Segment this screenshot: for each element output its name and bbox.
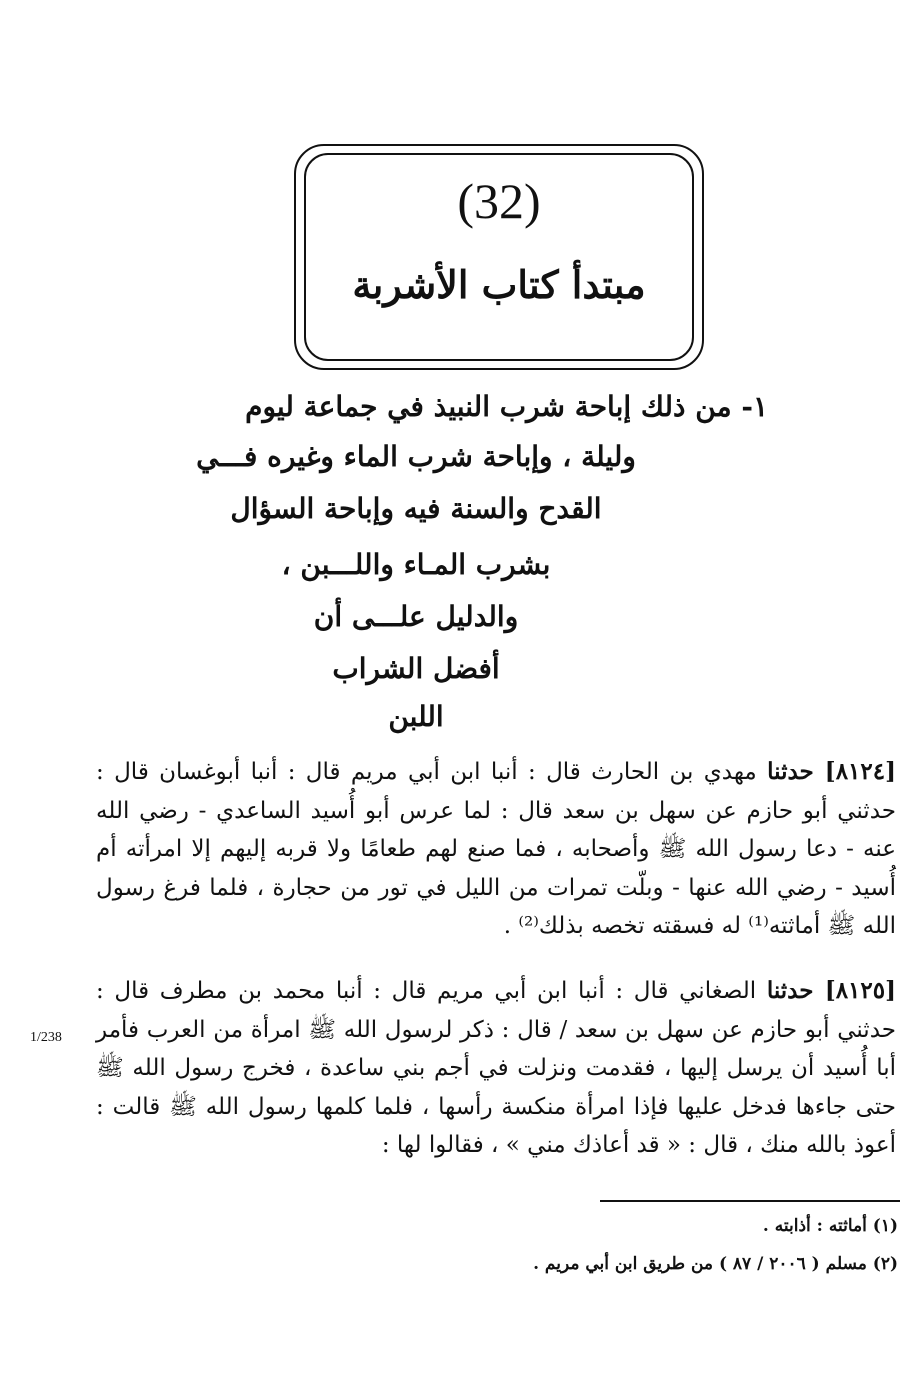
margin-page-reference: 1/238 <box>30 1030 62 1045</box>
section-heading-line-3: القدح والسنة فيه وإباحة السؤال <box>230 492 602 525</box>
section-heading-line-5: والدليل علـــى أن <box>313 600 519 633</box>
section-heading-line-2: وليلة ، وإباحة شرب الماء وغيره فـــي <box>196 440 636 473</box>
hadith-label: [٨١٢٥] حدثنا <box>766 977 897 1004</box>
chapter-title: مبتدأ كتاب الأشربة <box>352 262 646 307</box>
hadith-paragraph-8124 <box>96 753 896 946</box>
hadith-text: الصغاني قال : أنبا ابن أبي مريم قال : أنبا محمد بن مطرف قال : حدثني أبو حازم عن سهل بن سعد / قال : ذكر لرسول الله ﷺ امرأة من العرب فأمر أبا أُسيد أن يرسل إليها ، فقدمت ونزلت في أجم بني ساعدة ، فخرج رسول الله ﷺ حتى جاءها فدخل عليها فإذا امرأة منكسة رأسها ، فلما كلمها رسول الله ﷺ قالت : أعوذ بالله منك ، قال : « قد أعاذك مني » ، فقالوا لها : <box>96 978 896 1158</box>
section-heading-line-4: بشرب المـاء واللـــبن ، <box>281 548 551 581</box>
hadith-text: مهدي بن الحارث قال : أنبا ابن أبي مريم قال : أنبا أبوغسان قال : حدثني أبو حازم عن سهل بن سعد قال : لما عرس أبو أُسيد الساعدي - رضي الله عنه - دعا رسول الله ﷺ وأصحابه ، فما صنع لهم طعامًا ولا قربه إليهم إلا امرأته أم أُسيد - رضي الله عنها - وبلّت تمرات من الليل في تور من حجارة ، فلما فرغ رسول الله ﷺ أماثته⁽¹⁾ له فسقته تخصه بذلك⁽²⁾ . <box>96 759 896 939</box>
footnote-2: (٢) مسلم ( ٢٠٠٦ / ٨٧ ) من طريق ابن أبي مريم . <box>533 1254 898 1274</box>
hadith-label: [٨١٢٤] حدثنا <box>767 758 897 785</box>
section-heading-line-1: ١- من ذلك إباحة شرب النبيذ في جماعة ليوم <box>245 390 768 423</box>
section-heading-line-7: اللبن <box>388 700 444 733</box>
section-heading-line-6: أفضل الشراب <box>332 652 500 685</box>
footnote-1: (١) أماثته : أذابته . <box>762 1216 898 1236</box>
footnote-divider <box>600 1200 900 1202</box>
hadith-paragraph-8125 <box>96 972 896 1165</box>
chapter-number: (32) <box>457 173 541 229</box>
